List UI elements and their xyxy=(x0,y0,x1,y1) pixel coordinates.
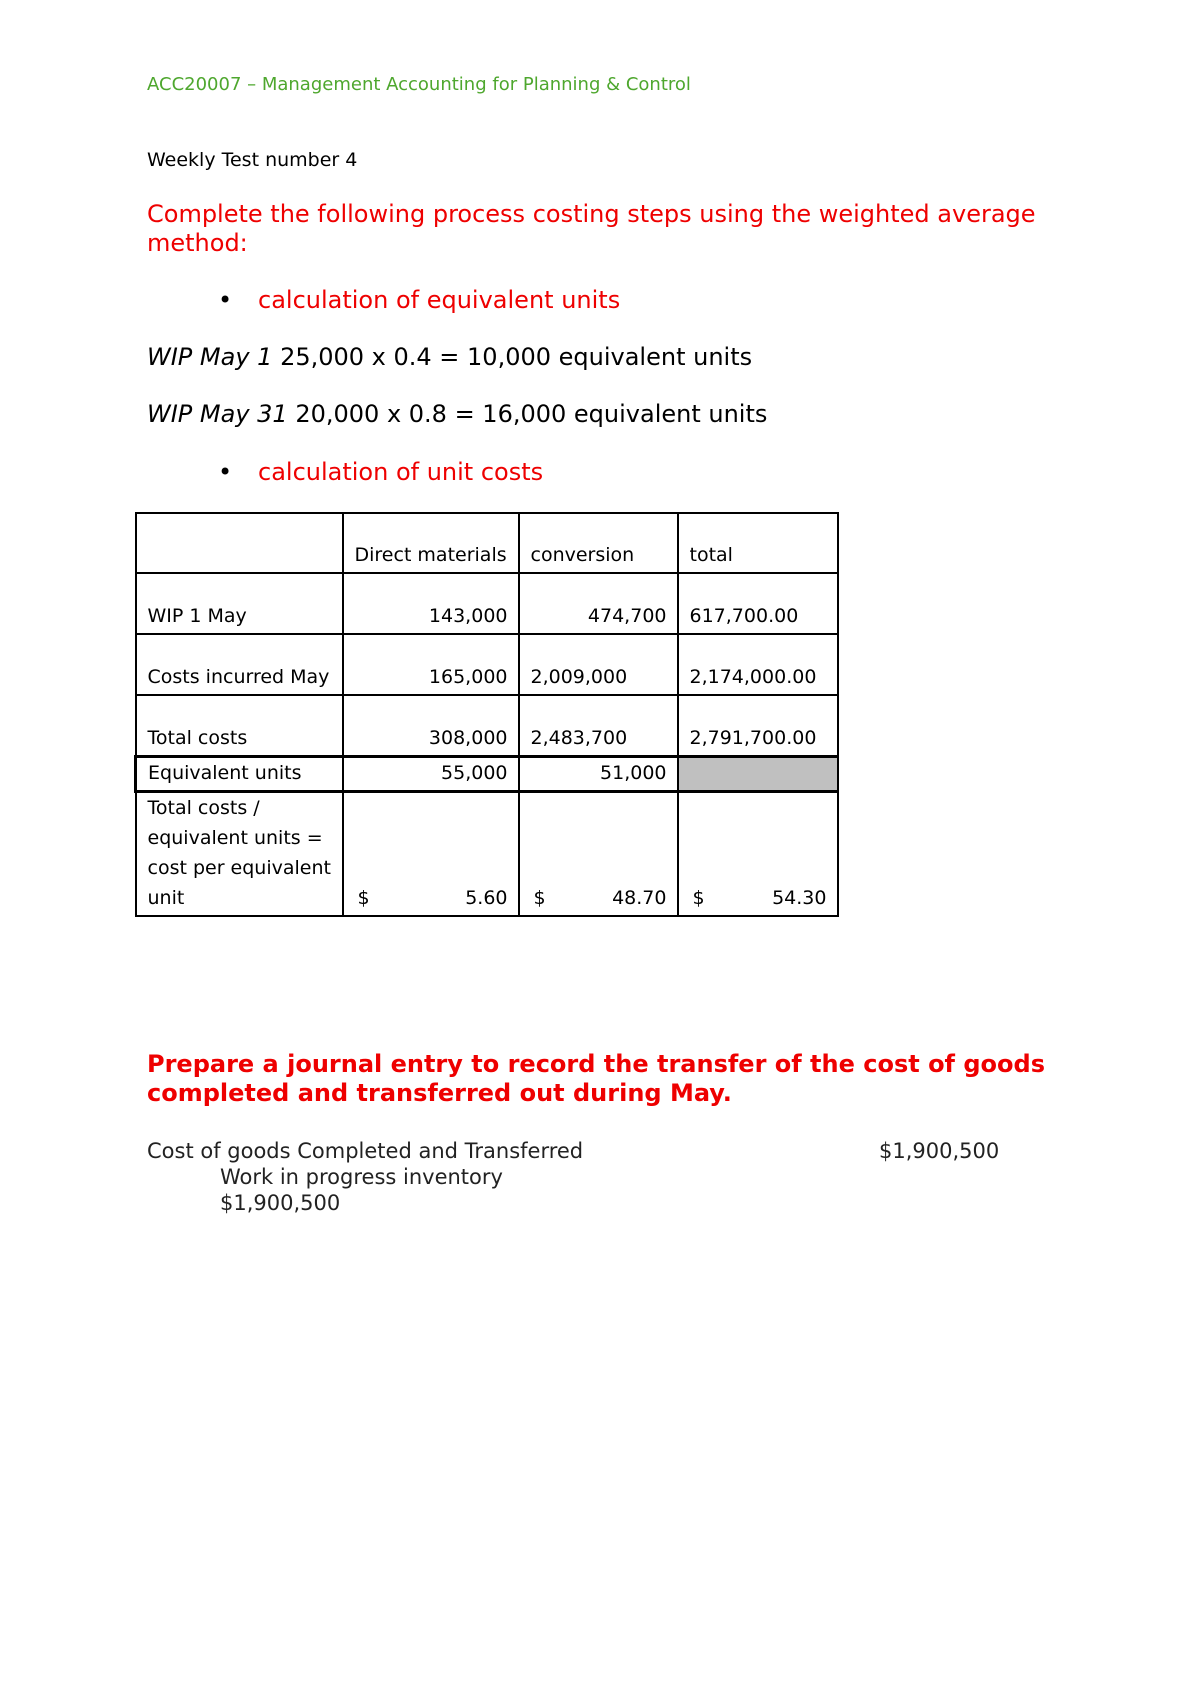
wip-label: WIP May 1 xyxy=(147,343,273,371)
header-cell xyxy=(136,513,343,573)
unit-cost-table xyxy=(134,512,839,917)
conversion-cell: 474,700 xyxy=(519,573,678,634)
credit-account: Work in progress inventory xyxy=(220,1165,503,1189)
currency-symbol: $ xyxy=(357,886,370,909)
table-row xyxy=(136,573,838,634)
row-label: Total costs xyxy=(136,695,343,756)
cost-value: 48.70 xyxy=(612,886,667,909)
journal-instruction: Prepare a journal entry to record the transfer of the cost of goods completed and transferred out during May. xyxy=(147,1050,1045,1107)
wip-calc: 20,000 x 0.8 = 16,000 equivalent units xyxy=(287,400,768,428)
table-row xyxy=(136,634,838,695)
row-label: Costs incurred May xyxy=(136,634,343,695)
row-label: Equivalent units xyxy=(136,756,343,791)
total-cell: 2,791,700.00 xyxy=(678,695,838,756)
test-title: Weekly Test number 4 xyxy=(147,149,358,171)
table-row xyxy=(136,791,838,916)
credit-amount: $1,900,500 xyxy=(220,1191,341,1215)
header-cell: total xyxy=(678,513,838,573)
currency-symbol: $ xyxy=(692,886,705,909)
table-header-row xyxy=(136,513,838,573)
total-cell: 2,174,000.00 xyxy=(678,634,838,695)
total-cell: 617,700.00 xyxy=(678,573,838,634)
table-row xyxy=(136,695,838,756)
conversion-cell xyxy=(519,791,678,916)
header-cell: Direct materials xyxy=(343,513,519,573)
direct-materials-cell: 143,000 xyxy=(343,573,519,634)
conversion-cell: 2,009,000 xyxy=(519,634,678,695)
total-cell-shaded xyxy=(678,756,838,791)
direct-materials-cell: 55,000 xyxy=(343,756,519,791)
wip-may-1-calculation xyxy=(147,343,752,371)
debit-amount: $1,900,500 xyxy=(879,1139,1000,1163)
header-cell: conversion xyxy=(519,513,678,573)
cost-value: 54.30 xyxy=(772,886,827,909)
row-label: Total costs / equivalent units = cost per equivalent unit xyxy=(136,791,343,916)
instruction-text: Complete the following process costing steps using the weighted average method: xyxy=(147,200,1036,257)
conversion-cell: 2,483,700 xyxy=(519,695,678,756)
total-cell xyxy=(678,791,838,916)
direct-materials-cell xyxy=(343,791,519,916)
table-row xyxy=(136,756,838,791)
wip-label: WIP May 31 xyxy=(147,400,288,428)
currency-symbol: $ xyxy=(533,886,546,909)
direct-materials-cell: 165,000 xyxy=(343,634,519,695)
debit-account: Cost of goods Completed and Transferred xyxy=(147,1139,584,1163)
conversion-cell: 51,000 xyxy=(519,756,678,791)
wip-may-31-calculation xyxy=(147,400,767,428)
wip-calc: 25,000 x 0.4 = 10,000 equivalent units xyxy=(272,343,753,371)
row-label: WIP 1 May xyxy=(136,573,343,634)
direct-materials-cell: 308,000 xyxy=(343,695,519,756)
bullet-icon: • xyxy=(218,286,233,314)
cost-value: 5.60 xyxy=(465,886,508,909)
bullet-unit-costs: • calculation of unit costs xyxy=(218,458,544,486)
document-header: ACC20007 – Management Accounting for Planning & Control xyxy=(147,74,691,95)
bullet-icon: • xyxy=(218,458,233,486)
bullet-equivalent-units: • calculation of equivalent units xyxy=(218,286,621,314)
